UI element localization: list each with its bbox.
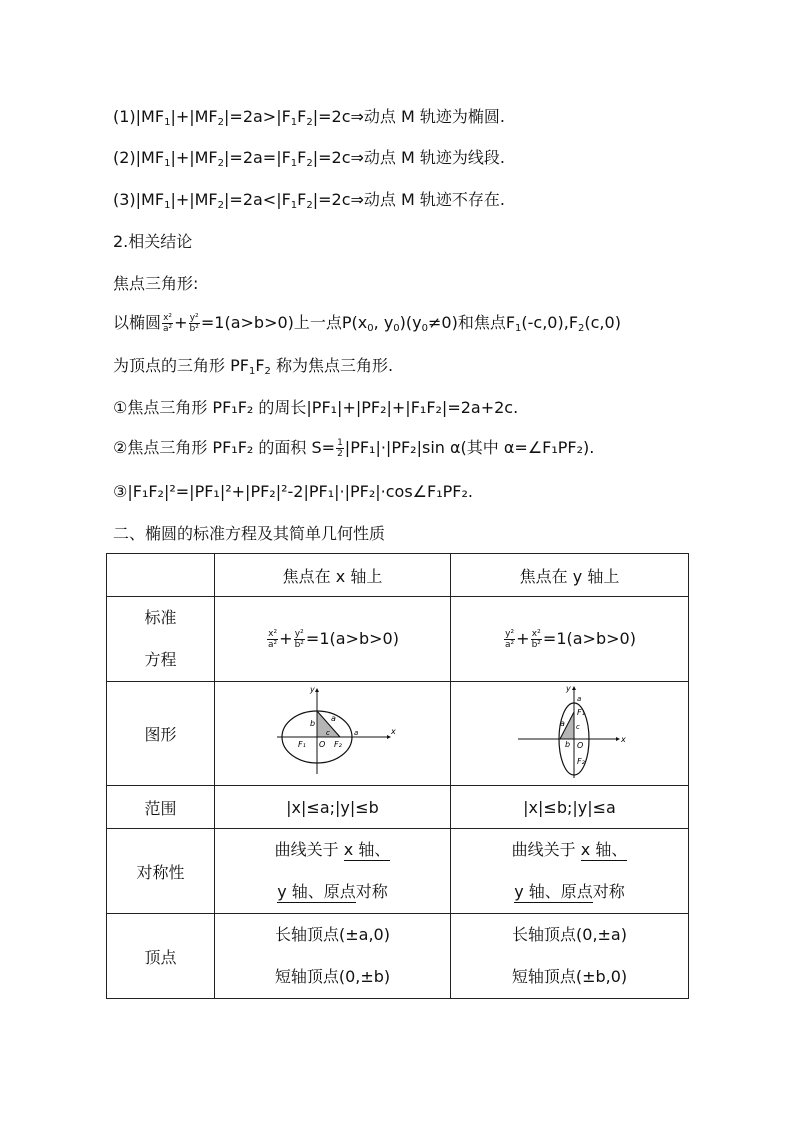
- table-row: [107, 597, 689, 682]
- symmetry-foci-x: 曲线关于 x 轴、 y 轴、原点对称: [215, 829, 451, 914]
- label-c: c: [575, 722, 580, 731]
- y-axis-arrow: [572, 686, 576, 690]
- fraction-y2-a2: $\frac{\text{y²}}{\text{a²}}$: [505, 628, 515, 650]
- label-origin: O: [576, 740, 583, 750]
- label-a: a: [330, 713, 336, 723]
- range-foci-y: |x|≤b;|y|≤a: [451, 786, 689, 829]
- focal-triangle-definition-cont: 为顶点的三角形 $PF_1F_2$ 称为焦点三角形.: [113, 356, 394, 377]
- label-a: a: [559, 718, 565, 728]
- figure-foci-y: [451, 682, 689, 786]
- label-figure: 图形: [107, 682, 215, 786]
- condition-segment: $(2)|MF_1|+|MF_2|=2a=|F_1F_2|=2c\Rightarrow$动点 M 轨迹为线段.: [113, 148, 505, 169]
- perimeter-conclusion: ①焦点三角形 PF₁F₂ 的周长|PF₁|+|PF₂|+|F₁F₂|=2a+2c.: [113, 398, 519, 417]
- equation-foci-x: $\frac{\text{x²}}{\text{a²}}$ + $\frac{\text{y²}}{\text{b²}}$ =1(a>b>0): [215, 597, 451, 682]
- figure-foci-x: [215, 682, 451, 786]
- section-heading-properties: 二、椭圆的标准方程及其简单几何性质: [113, 524, 386, 543]
- label-origin: O: [318, 739, 325, 749]
- condition-ellipse: $(1)|MF_1|+|MF_2|=2a>|F_1F_2|=2c\Rightarrow$动点 M 轨迹为椭圆.: [113, 107, 505, 128]
- fraction-x2-a2: $\frac{\text{x²}}{\text{a²}}$: [163, 313, 173, 334]
- label-y: y: [309, 684, 315, 694]
- label-F1: F₁: [297, 739, 306, 749]
- equation-foci-y: $\frac{\text{y²}}{\text{a²}}$ + $\frac{\text{x²}}{\text{b²}}$ =1(a>b>0): [451, 597, 689, 682]
- table-row: [107, 914, 689, 999]
- label-b: b: [564, 739, 570, 749]
- label-a-vertex: a: [576, 694, 581, 703]
- label-standard-equation: 标准 方程: [107, 597, 215, 682]
- fraction-x2-a2: $\frac{\text{x²}}{\text{a²}}$: [268, 628, 278, 650]
- label-F2: F₂: [576, 756, 585, 766]
- condition-none: $(3)|MF_1|+|MF_2|=2a<|F_1F_2|=2c\Rightarrow$动点 M 轨迹不存在.: [113, 190, 505, 211]
- label-x: x: [620, 734, 626, 744]
- fraction-y2-b2: $\frac{\text{y²}}{\text{b²}}$: [189, 313, 199, 334]
- vertex-foci-x: 长轴顶点(±a,0) 短轴顶点(0,±b): [215, 914, 451, 999]
- section-related-conclusions: 2.相关结论: [113, 232, 193, 251]
- area-conclusion: ②焦点三角形 PF₁F₂ 的面积 S= $\frac{1}{2}$ |PF₁|·|PF₂|sin α(其中 α=∠F₁PF₂).: [113, 438, 595, 459]
- label-a-vertex: a: [353, 728, 358, 737]
- table-row: [107, 682, 689, 786]
- table-row: [107, 786, 689, 829]
- symmetry-foci-y: 曲线关于 x 轴、 y 轴、原点对称: [451, 829, 689, 914]
- fraction-x2-b2: $\frac{\text{x²}}{\text{b²}}$: [531, 628, 541, 650]
- label-symmetry: 对称性: [107, 829, 215, 914]
- label-c: c: [325, 728, 330, 737]
- table-corner-cell: [107, 554, 215, 597]
- fraction-half: $\frac{1}{2}$: [337, 438, 343, 459]
- vertex-foci-y: 长轴顶点(0,±a) 短轴顶点(±b,0): [451, 914, 689, 999]
- cosine-conclusion: ③|F₁F₂|²=|PF₁|²+|PF₂|²-2|PF₁|·|PF₂|·cos∠F₁PF₂.: [113, 482, 473, 501]
- label-F1: F₁: [576, 707, 585, 717]
- header-foci-y: 焦点在 y 轴上: [451, 554, 689, 597]
- label-range: 范围: [107, 786, 215, 829]
- x-axis-arrow: [616, 737, 620, 741]
- focal-triangle-definition: 以椭圆 $\frac{\text{x²}}{\text{a²}}$ + $\frac{\text{y²}}{\text{b²}}$ =1(a>b>0)上一点$P(x_0$, $y_0)(y_0\ne 0)$和焦点$F_1(-c,0),F_2(c,0)$: [113, 313, 621, 334]
- table-row: [107, 829, 689, 914]
- ellipse-properties-table: [106, 553, 689, 999]
- y-axis-arrow: [315, 688, 319, 692]
- vertical-ellipse-diagram: [510, 684, 630, 780]
- table-row: [107, 554, 689, 597]
- range-foci-x: |x|≤a;|y|≤b: [215, 786, 451, 829]
- label-F2: F₂: [333, 739, 342, 749]
- label-y: y: [565, 683, 571, 693]
- focal-triangle-title: 焦点三角形:: [113, 274, 199, 293]
- horizontal-ellipse-diagram: [273, 684, 396, 780]
- label-x: x: [390, 726, 396, 736]
- label-vertex: 顶点: [107, 914, 215, 999]
- label-b: b: [309, 718, 315, 728]
- header-foci-x: 焦点在 x 轴上: [215, 554, 451, 597]
- fraction-y2-b2: $\frac{\text{y²}}{\text{b²}}$: [294, 628, 304, 650]
